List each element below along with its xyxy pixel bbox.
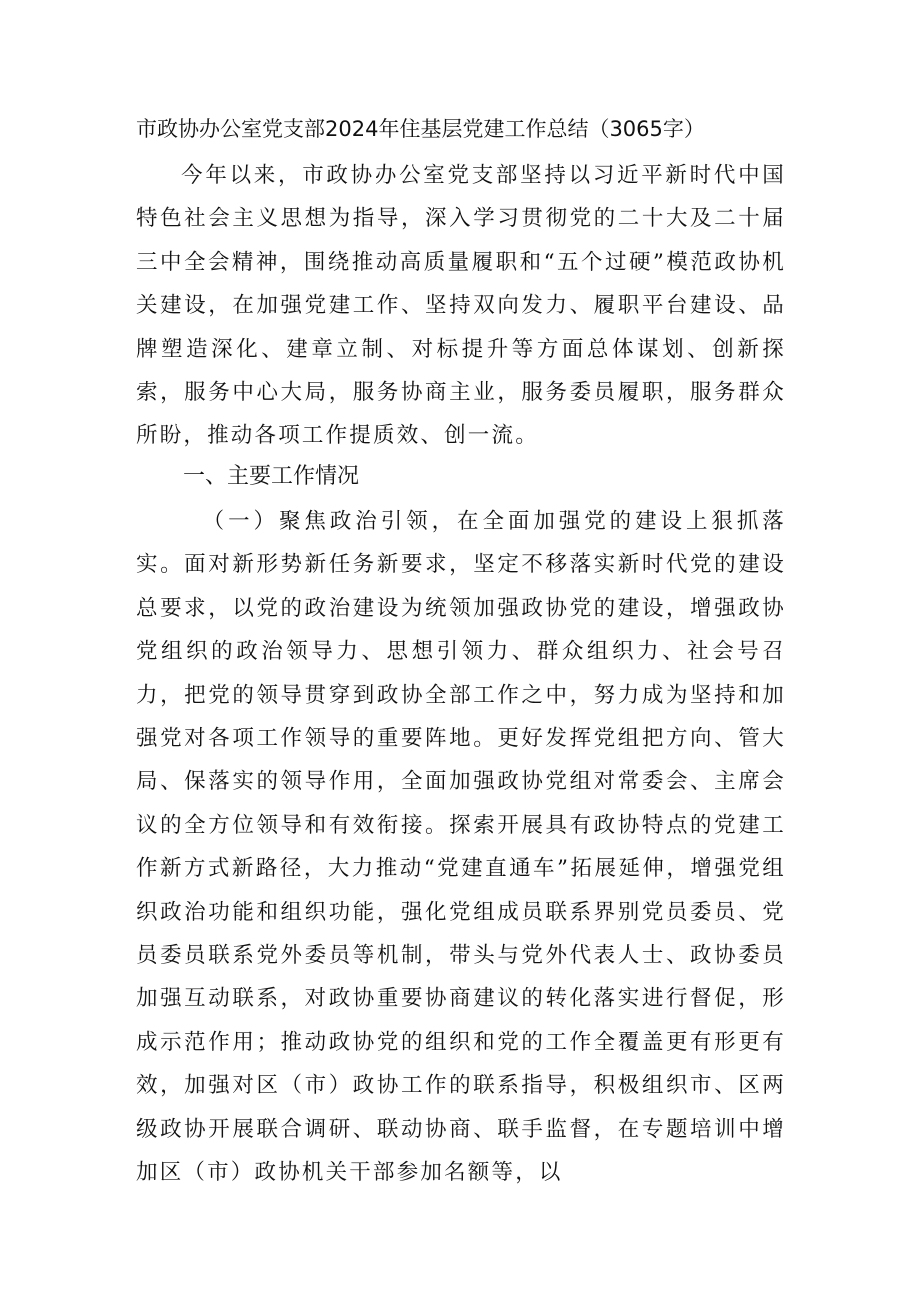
document-title: 市政协办公室党支部2024年住基层党建工作总结（3065字） <box>136 117 705 141</box>
section-heading: 一、主要工作情况 <box>183 464 360 489</box>
intro-paragraph: 今年以来，市政协办公室党支部坚持以习近平新时代中国特色社会主义思想为指导，深入学习贯彻党的二十大及二十届三中全会精神，围绕推动高质量履职和“五个过硬”模范政协机关建设，在加强党建工作、坚持双向发力、履职平台建设、品牌塑造深化、建章立制、对标提升等方面总体谋划、创新探索，服务中心大局，服务协商主业，服务委员履职，服务群众所盼，推动各项工作提质效、创一流。 <box>136 163 786 449</box>
section-paragraph: （一）聚焦政治引领，在全面加强党的建设上狠抓落实。面对新形势新任务新要求，坚定不移落实新时代党的建设总要求，以党的政治建设为统领加强政协党的建设，增强政协党组织的政治领导力、思想引领力、群众组织力、社会号召力，把党的领导贯穿到政协全部工作之中，努力成为坚持和加强党对各项工作领导的重要阵地。更好发挥党组把方向、管大局、保落实的领导作用，全面加强政协党组对常委会、主席会议的全方位领导和有效衔接。探索开展具有政协特点的党建工作新方式新路径，大力推动“党建直通车”拓展延伸，增强党组织政治功能和组织功能，强化党组成员联系界别党员委员、党员委员联系党外委员等机制，带头与党外代表人士、政协委员加强互动联系，对政协重要协商建议的转化落实进行督促，形成示范作用；推动政协党的组织和党的工作全覆盖更有形更有效，加强对区（市）政协工作的联系指导，积极组织市、区两级政协开展联合调研、联动协商、联手监督，在专题培训中增加区（市）政协机关干部参加名额等，以 <box>136 509 786 1186</box>
